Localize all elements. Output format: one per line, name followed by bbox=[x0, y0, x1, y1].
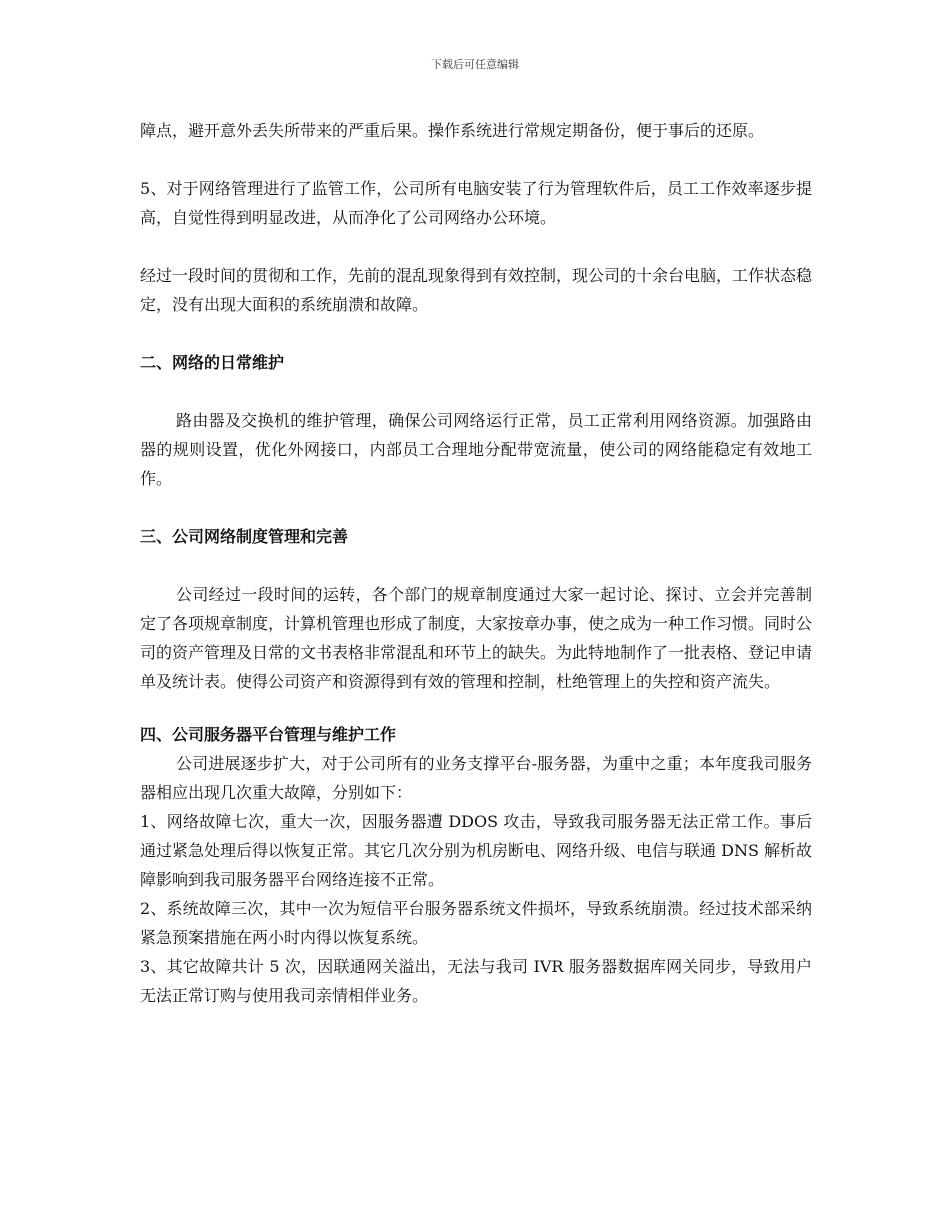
section-heading: 三、公司网络制度管理和完善 bbox=[140, 527, 349, 546]
section-heading: 二、网络的日常维护 bbox=[140, 353, 285, 372]
paragraph: 经过一段时间的贯彻和工作，先前的混乱现象得到有效控制，现公司的十余台电脑，工作状态稳定，没有出现大面积的系统崩溃和故障。 bbox=[140, 266, 813, 314]
paragraph: 障点，避开意外丢失所带来的严重后果。操作系统进行常规定期备份，便于事后的还原。 bbox=[140, 121, 765, 140]
paragraph: 路由器及交换机的维护管理，确保公司网络运行正常，员工正常利用网络资源。加强路由器的规则设置，优化外网接口，内部员工合理地分配带宽流量，使公司的网络能稳定有效地工作。 bbox=[140, 411, 812, 488]
paragraph: 公司经过一段时间的运转，各个部门的规章制度通过大家一起讨论、探讨、立会并完善制定了各项规章制度，计算机管理也形成了制度，大家按章办事，使之成为一种工作习惯。同时公司的资产管理及日常的文书表格非常混乱和环节上的缺失。为此特地制作了一批表格、登记申请单及统计表。使得公司资产和资源得到有效的管理和控制，杜绝管理上的失控和资产流失。 bbox=[140, 585, 813, 691]
document-body bbox=[140, 116, 812, 1010]
list-item: 1、网络故障七次，重大一次，因服务器遭 DDOS 攻击，导致我司服务器无法正常工作。事后通过紧急处理后得以恢复正常。其它几次分别为机房断电、网络升级、电信与联通 DNS 解析故障影响到我司服务器平台网络连接不正常。 bbox=[140, 812, 812, 889]
list-item: 3、其它故障共计 5 次，因联通网关溢出，无法与我司 IVR 服务器数据库网关同步，导致用户无法正常订购与使用我司亲情相伴业务。 bbox=[140, 957, 812, 1005]
paragraph: 公司进展逐步扩大，对于公司所有的业务支撑平台-服务器，为重中之重；本年度我司服务器相应出现几次重大故障，分别如下： bbox=[140, 754, 812, 802]
section-heading: 四、公司服务器平台管理与维护工作 bbox=[140, 725, 397, 744]
page-header: 下载后可任意编辑 bbox=[431, 58, 519, 71]
list-item: 2、系统故障三次，其中一次为短信平台服务器系统文件损坏，导致系统崩溃。经过技术部采纳紧急预案措施在两小时内得以恢复系统。 bbox=[140, 899, 812, 947]
paragraph: 5、对于网络管理进行了监管工作，公司所有电脑安装了行为管理软件后，员工工作效率逐步提高，自觉性得到明显改进，从而净化了公司网络办公环境。 bbox=[140, 179, 812, 227]
